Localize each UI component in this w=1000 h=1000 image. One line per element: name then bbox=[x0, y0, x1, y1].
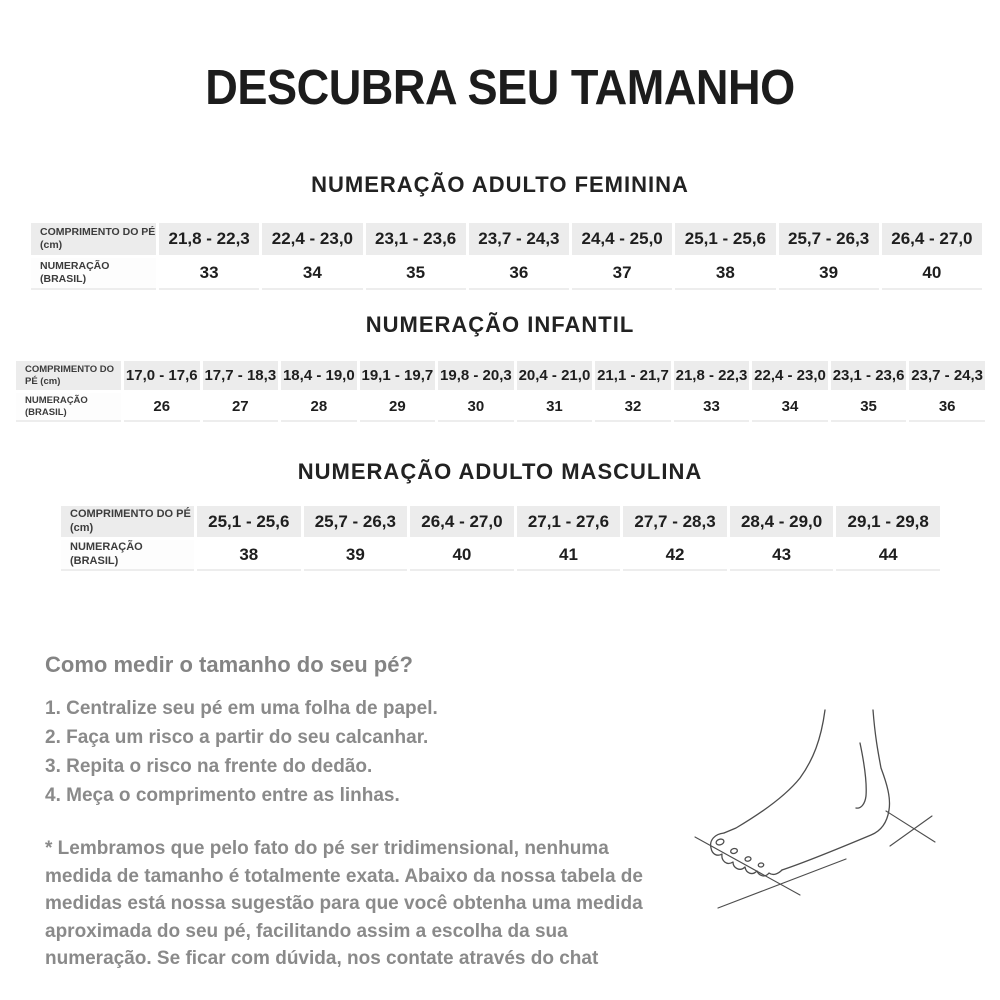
size-table-children bbox=[13, 358, 988, 425]
foot-length-label-cell: COMPRIMENTO DO PÉ (cm) bbox=[31, 223, 156, 255]
size-number-cell: 40 bbox=[410, 540, 514, 571]
size-table-adult-male bbox=[58, 503, 943, 574]
size-number-cell: 31 bbox=[517, 393, 593, 422]
size-number-cell: 38 bbox=[675, 258, 775, 290]
size-number-cell: 39 bbox=[304, 540, 408, 571]
size-number-cell: 38 bbox=[197, 540, 301, 571]
foot-length-range-cell: 25,7 - 26,3 bbox=[779, 223, 879, 255]
size-number-cell: 32 bbox=[595, 393, 671, 422]
foot-length-range-cell: 23,1 - 23,6 bbox=[366, 223, 466, 255]
size-number-cell: 34 bbox=[752, 393, 828, 422]
size-number-cell: 28 bbox=[281, 393, 357, 422]
foot-length-range-cell: 26,4 - 27,0 bbox=[410, 506, 514, 537]
foot-length-range-cell: 19,8 - 20,3 bbox=[438, 361, 514, 390]
measure-step-2: 2. Faça um risco a partir do seu calcanhar. bbox=[45, 727, 429, 748]
foot-length-range-cell: 27,1 - 27,6 bbox=[517, 506, 621, 537]
foot-illustration bbox=[678, 688, 960, 920]
foot-length-range-cell: 26,4 - 27,0 bbox=[882, 223, 982, 255]
how-to-measure-section bbox=[45, 652, 655, 973]
size-number-cell: 40 bbox=[882, 258, 982, 290]
foot-length-range-cell: 18,4 - 19,0 bbox=[281, 361, 357, 390]
size-number-cell: 43 bbox=[730, 540, 834, 571]
page-title: DESCUBRA SEU TAMANHO bbox=[205, 59, 795, 115]
foot-length-label-cell: COMPRIMENTO DO PÉ (cm) bbox=[16, 361, 121, 390]
foot-length-range-cell: 23,1 - 23,6 bbox=[831, 361, 907, 390]
foot-length-range-cell: 20,4 - 21,0 bbox=[517, 361, 593, 390]
foot-length-range-cell: 24,4 - 25,0 bbox=[572, 223, 672, 255]
foot-length-range-cell: 21,8 - 22,3 bbox=[674, 361, 750, 390]
foot-length-range-cell: 23,7 - 24,3 bbox=[909, 361, 985, 390]
foot-length-label-cell: COMPRIMENTO DO PÉ (cm) bbox=[61, 506, 194, 537]
foot-line-art-icon bbox=[678, 688, 960, 920]
size-number-label-cell: NUMERAÇÃO (BRASIL) bbox=[16, 393, 121, 422]
foot-length-range-cell: 28,4 - 29,0 bbox=[730, 506, 834, 537]
size-number-cell: 26 bbox=[124, 393, 200, 422]
foot-length-range-cell: 23,7 - 24,3 bbox=[469, 223, 569, 255]
size-number-label-cell: NUMERAÇÃO (BRASIL) bbox=[31, 258, 156, 290]
size-number-label-cell: NUMERAÇÃO (BRASIL) bbox=[61, 540, 194, 571]
size-number-cell: 42 bbox=[623, 540, 727, 571]
size-number-cell: 35 bbox=[831, 393, 907, 422]
foot-length-range-cell: 25,7 - 26,3 bbox=[304, 506, 408, 537]
size-number-cell: 36 bbox=[909, 393, 985, 422]
size-number-cell: 30 bbox=[438, 393, 514, 422]
size-number-cell: 33 bbox=[674, 393, 750, 422]
measure-step-1: 1. Centralize seu pé em uma folha de papel. bbox=[45, 698, 438, 719]
size-number-cell: 27 bbox=[203, 393, 279, 422]
measure-step-3: 3. Repita o risco na frente do dedão. bbox=[45, 756, 373, 777]
foot-length-range-cell: 21,8 - 22,3 bbox=[159, 223, 259, 255]
foot-length-range-cell: 17,0 - 17,6 bbox=[124, 361, 200, 390]
size-number-cell: 36 bbox=[469, 258, 569, 290]
size-table-adult-female bbox=[28, 220, 985, 293]
size-number-cell: 37 bbox=[572, 258, 672, 290]
measurement-disclaimer-note: * Lembramos que pelo fato do pé ser tridimensional, nenhuma medida de tamanho é totalmente exata. Abaixo da nossa tabela de medidas está nossa sugestão para que você obtenha uma medida aproximada do seu pé, facilitando assim a escolha da sua numeração. Se ficar com dúvida, nos contate através do chat bbox=[45, 838, 643, 969]
measure-step-4: 4. Meça o comprimento entre as linhas. bbox=[45, 785, 400, 806]
size-number-cell: 44 bbox=[836, 540, 940, 571]
foot-length-range-cell: 17,7 - 18,3 bbox=[203, 361, 279, 390]
foot-length-range-cell: 25,1 - 25,6 bbox=[197, 506, 301, 537]
size-number-cell: 29 bbox=[360, 393, 436, 422]
foot-length-range-cell: 29,1 - 29,8 bbox=[836, 506, 940, 537]
size-number-cell: 35 bbox=[366, 258, 466, 290]
foot-length-range-cell: 22,4 - 23,0 bbox=[752, 361, 828, 390]
size-number-cell: 34 bbox=[262, 258, 362, 290]
foot-length-range-cell: 25,1 - 25,6 bbox=[675, 223, 775, 255]
size-number-cell: 41 bbox=[517, 540, 621, 571]
heading-children-sizing: NUMERAÇÃO INFANTIL bbox=[365, 312, 635, 337]
how-to-measure-heading: Como medir o tamanho do seu pé? bbox=[45, 652, 413, 677]
foot-length-range-cell: 22,4 - 23,0 bbox=[262, 223, 362, 255]
heading-adult-female-sizing: NUMERAÇÃO ADULTO FEMININA bbox=[311, 172, 689, 197]
size-number-cell: 33 bbox=[159, 258, 259, 290]
foot-length-range-cell: 19,1 - 19,7 bbox=[360, 361, 436, 390]
size-number-cell: 39 bbox=[779, 258, 879, 290]
foot-length-range-cell: 21,1 - 21,7 bbox=[595, 361, 671, 390]
heading-adult-male-sizing: NUMERAÇÃO ADULTO MASCULINA bbox=[297, 459, 703, 484]
foot-length-range-cell: 27,7 - 28,3 bbox=[623, 506, 727, 537]
